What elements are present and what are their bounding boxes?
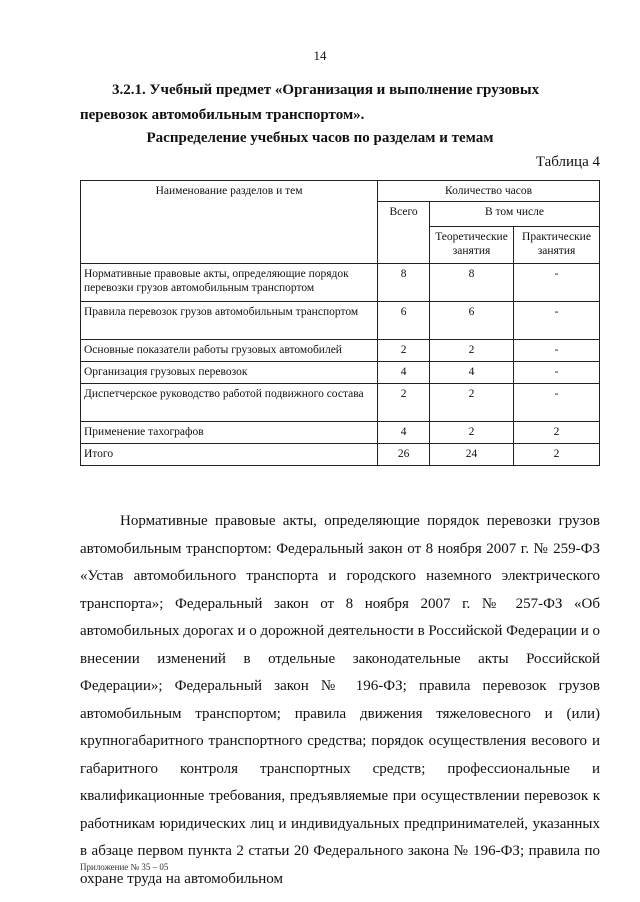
header-including: В том числе xyxy=(430,202,600,227)
row-theory: 6 xyxy=(430,302,514,340)
header-name: Наименование разделов и тем xyxy=(81,181,378,264)
table-header-row xyxy=(81,181,600,202)
row-name: Основные показатели работы грузовых автомобилей xyxy=(81,340,378,362)
table-row xyxy=(81,362,600,384)
row-theory: 24 xyxy=(430,444,514,466)
row-total: 2 xyxy=(378,340,430,362)
row-name: Нормативные правовые акты, определяющие порядок перевозки грузов автомобильным транспортом xyxy=(81,264,378,302)
row-name: Организация грузовых перевозок xyxy=(81,362,378,384)
row-practice: - xyxy=(514,302,600,340)
row-theory: 8 xyxy=(430,264,514,302)
row-practice: - xyxy=(514,340,600,362)
body-paragraph: Нормативные правовые акты, определяющие порядок перевозки грузов автомобильным транспортом: Федеральный закон от 8 ноября 2007 г. № 259-ФЗ «Устав автомобильного транспорта и городского наземного электрического транспорта»; Федеральный закон от 8 ноября 2007 г. № 257-ФЗ «Об автомобильных дорогах и о дорожной деятельности в Российской Федерации и о внесении изменений в отдельные законодательные акты Российской Федерации»; Федеральный закон № 196-ФЗ; правила перевозок грузов автомобильным транспортом; правила движения тяжеловесного и (или) крупногабаритного транспортного средства; порядок осуществления весового и габаритного контроля транспортных средств; профессиональные и квалификационные требования, предъявляемые при осуществлении перевозок к работникам юридических лиц и индивидуальных предпринимателей, указанных в абзаце первом пункта 2 статьи 20 Федерального закона № 196-ФЗ; правила по охране труда на автомобильном xyxy=(80,513,600,887)
table-caption: Распределение учебных часов по разделам и темам xyxy=(146,130,494,146)
row-name: Правила перевозок грузов автомобильным транспортом xyxy=(81,302,378,340)
row-total: 4 xyxy=(378,362,430,384)
row-total: 6 xyxy=(378,302,430,340)
row-name: Диспетчерское руководство работой подвижного состава xyxy=(81,384,378,422)
table-row xyxy=(81,384,600,422)
row-practice: - xyxy=(514,264,600,302)
section-title: 3.2.1. Учебный предмет «Организация и выполнение грузовых перевозок автомобильным транспортом». xyxy=(80,82,540,123)
table-label: Таблица 4 xyxy=(535,154,600,170)
table-row xyxy=(81,302,600,340)
table-row xyxy=(81,340,600,362)
hours-table xyxy=(80,180,600,466)
row-practice: 2 xyxy=(514,422,600,444)
row-total: 2 xyxy=(378,384,430,422)
row-total: 4 xyxy=(378,422,430,444)
row-practice: - xyxy=(514,384,600,422)
row-theory: 2 xyxy=(430,340,514,362)
row-name: Итого xyxy=(81,444,378,466)
footer-note: Приложение № 35 – 05 xyxy=(80,862,169,872)
row-theory: 4 xyxy=(430,362,514,384)
row-theory: 2 xyxy=(430,422,514,444)
header-practice: Практические занятия xyxy=(514,227,600,264)
page-number: 14 xyxy=(313,48,327,63)
header-theory: Теоретические занятия xyxy=(430,227,514,264)
header-hours: Количество часов xyxy=(378,181,600,202)
table-row xyxy=(81,422,600,444)
row-name: Применение тахографов xyxy=(81,422,378,444)
row-practice: 2 xyxy=(514,444,600,466)
row-practice: - xyxy=(514,362,600,384)
row-theory: 2 xyxy=(430,384,514,422)
row-total: 8 xyxy=(378,264,430,302)
row-total: 26 xyxy=(378,444,430,466)
header-total: Всего xyxy=(378,202,430,264)
table-row xyxy=(81,264,600,302)
table-total-row xyxy=(81,444,600,466)
